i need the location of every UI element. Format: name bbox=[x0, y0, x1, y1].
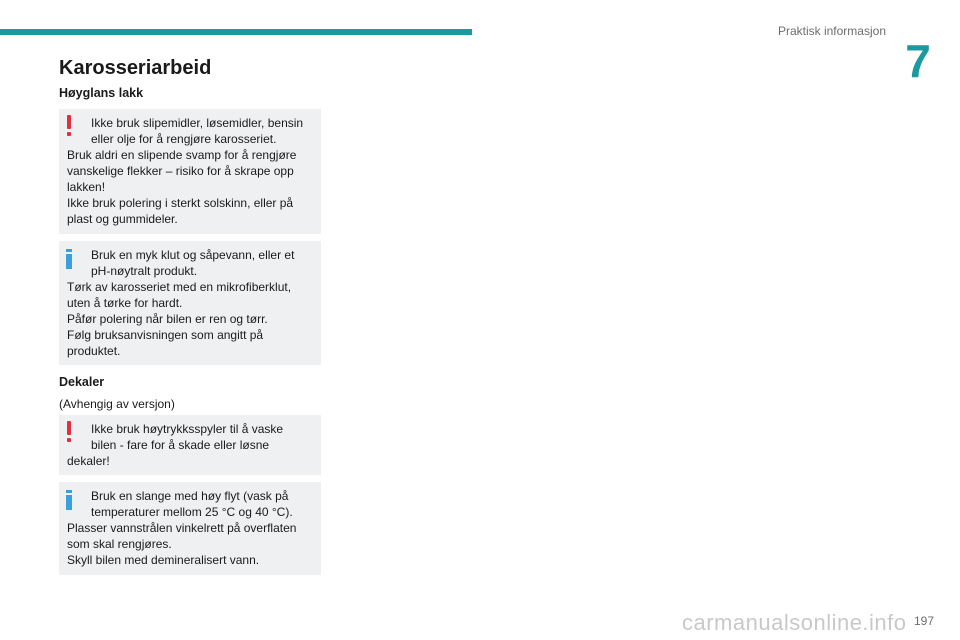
watermark: carmanualsonline.info bbox=[682, 610, 907, 635]
header-title: Praktisk informasjon bbox=[777, 24, 886, 38]
chapter-number: 7 bbox=[905, 35, 931, 87]
note-line: produktet. bbox=[67, 344, 121, 358]
note-line: vanskelige flekker – risiko for å skrape opp bbox=[67, 164, 294, 178]
note-line: eller olje for å rengjøre karosseriet. bbox=[91, 132, 277, 146]
info-note-paint bbox=[59, 241, 321, 365]
note-line: Ikke bruk slipemidler, løsemidler, bensin bbox=[91, 116, 304, 130]
page-number: 197 bbox=[913, 614, 934, 628]
warning-exclamation-icon bbox=[67, 115, 71, 137]
info-icon bbox=[66, 490, 72, 512]
subheading-high-gloss-paint: Høyglans lakk bbox=[59, 86, 144, 100]
version-note: (Avhengig av versjon) bbox=[59, 397, 175, 411]
section-title: Karosseriarbeid bbox=[59, 57, 212, 79]
note-line: Ikke bruk høytrykksspyler til å vaske bbox=[91, 422, 284, 436]
note-line: pH-nøytralt produkt. bbox=[91, 264, 198, 278]
info-icon bbox=[66, 249, 72, 271]
note-line: som skal rengjøres. bbox=[67, 537, 172, 551]
note-line: Bruk en myk klut og såpevann, eller et bbox=[91, 248, 295, 262]
note-line: Følg bruksanvisningen som angitt på bbox=[67, 328, 264, 342]
warning-note-paint bbox=[59, 109, 321, 234]
subheading-decals: Dekaler bbox=[59, 375, 105, 389]
note-line: Skyll bilen med demineralisert vann. bbox=[67, 553, 260, 567]
note-line: lakken! bbox=[67, 180, 106, 194]
note-line: bilen - fare for å skade eller løsne bbox=[91, 438, 270, 452]
note-line: uten å tørke for hardt. bbox=[67, 296, 183, 310]
note-line: Bruk en slange med høy flyt (vask på bbox=[91, 489, 289, 503]
note-line: Ikke bruk polering i sterkt solskinn, eller på bbox=[67, 196, 294, 210]
note-line: Plasser vannstrålen vinkelrett på overflaten bbox=[67, 521, 297, 535]
note-line: dekaler! bbox=[67, 454, 110, 468]
warning-exclamation-icon bbox=[67, 421, 71, 443]
note-line: plast og gummideler. bbox=[67, 212, 178, 226]
warning-note-decals bbox=[59, 415, 321, 475]
header-accent-bar bbox=[0, 29, 472, 35]
note-line: Tørk av karosseriet med en mikrofiberklut, bbox=[67, 280, 292, 294]
info-note-decals bbox=[59, 482, 321, 575]
note-line: temperaturer mellom 25 °C og 40 °C). bbox=[91, 505, 293, 519]
note-line: Påfør polering når bilen er ren og tørr. bbox=[67, 312, 268, 326]
note-line: Bruk aldri en slipende svamp for å rengjøre bbox=[67, 148, 297, 162]
